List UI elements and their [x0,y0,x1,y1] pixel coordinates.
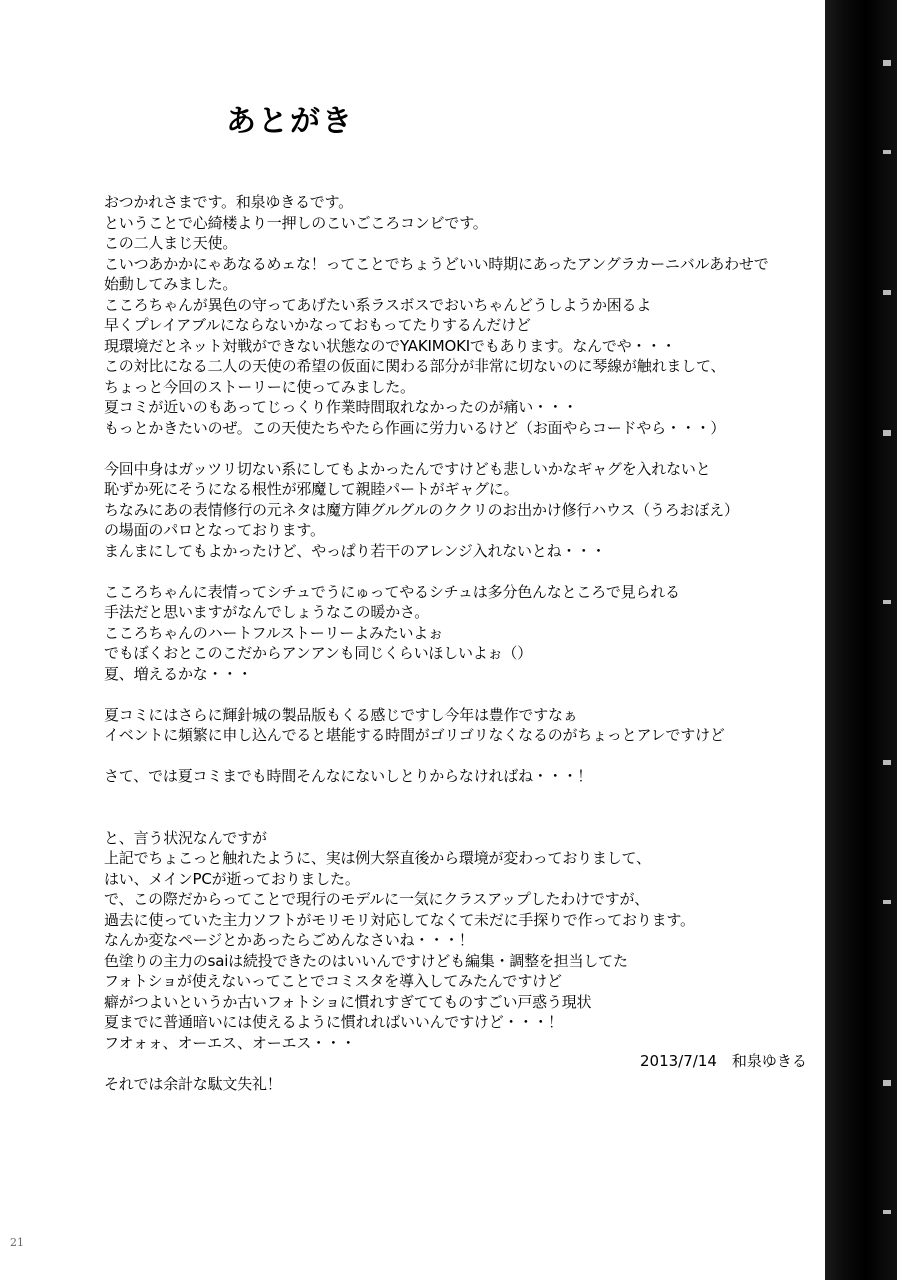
text-line: 夏コミにはさらに輝針城の製品版もくる感じですし今年は豊作ですなぁ [104,705,578,724]
text-line: ということで心綺楼より一押しのこいごころコンビです。 [104,213,488,232]
paragraph-gap [104,807,819,828]
text-line: 夏、増えるかな・・・ [104,664,253,683]
paragraph-gap [104,561,819,582]
paragraph-gap [104,746,819,767]
text-line: 今回中身はガッツリ切ない系にしてもよかったんですけども悲しいかなギャグを入れないと [104,459,711,478]
text-line: 早くプレイアブルにならないかなっておもってたりするんだけど [104,316,531,334]
page-edge-scan-strip [825,0,897,1280]
text-line: もっとかきたいのぜ。この天使たちやたら作画に労力いるけど（お面やらコードやら・・・） [104,418,726,437]
text-line: なんか変なページとかあったらごめんなさいね・・・！ [104,931,474,949]
text-line: ちなみにあの表情修行の元ネタは魔方陣グルグルのククリのお出かけ修行ハウス（うろおぼえ） [104,500,739,519]
text-line: この二人まじ天使。 [104,234,238,252]
text-line: 現環境だとネット対戦ができない状態なのでYAKIMOKIでもあります。なんでや・・・ [104,336,676,355]
afterword-body [104,192,819,1094]
text-line: と、言う状況なんですが [104,828,267,847]
text-line: 過去に使っていた主力ソフトがモリモリ対応してなくて未だに手探りで作っております。 [104,910,695,929]
text-line: 手法だと思いますがなんでしょうなこの暖かさ。 [104,603,430,621]
text-line: 恥ずか死にそうになる根性が邪魔して親睦パートがギャグに。 [104,480,519,498]
text-line: おつかれさまです。和泉ゆきるです。 [104,193,353,211]
text-line: こころちゃんのハートフルストーリーよみたいよぉ [104,623,443,642]
text-line: ちょっと今回のストーリーに使ってみました。 [104,377,415,396]
page-number: 21 [10,1236,24,1249]
text-line: 夏までに普通暗いには使えるように慣れればいいんですけど・・・！ [104,1013,563,1031]
text-line: で、この際だからってことで現行のモデルに一気にクラスアップしたわけですが、 [104,890,650,908]
text-line: さて、では夏コミまでも時間そんなにないしとりからなければね・・・！ [104,767,593,785]
text-line: 上記でちょこっと触れたように、実は例大祭直後から環境が変わっておりまして、 [104,849,651,867]
signature-date-author: 2013/7/14 和泉ゆきる [640,1052,807,1070]
paragraph-gap [104,787,819,808]
text-line: それでは余計な駄文失礼！ [104,1074,282,1093]
text-line: こいつあかかにゃあなるめェな！ってことでちょうどいい時期にあったアングラカーニバルあわせで [104,254,769,273]
paragraph-gap [104,438,819,459]
text-line: の場面のパロとなっております。 [104,521,325,539]
text-line: 夏コミが近いのもあってじっくり作業時間取れなかったのが痛い・・・ [104,398,578,416]
text-line: まんまにしてもよかったけど、やっぱり若干のアレンジ入れないとね・・・ [104,541,606,560]
text-line: フォトショが使えないってことでコミスタを導入してみたんですけど [104,972,562,990]
text-line: この対比になる二人の天使の希望の仮面に関わる部分が非常に切ないのに琴線が触れまして、 [104,357,726,375]
text-line: フオォォ、オーエス、オーエス・・・ [104,1033,356,1052]
text-line: はい、メインPCが逝っておりました。 [104,869,360,888]
text-line: 色塗りの主力のsaiは続投できたのはいいんですけども編集・調整を担当してた [104,951,628,970]
text-line: こころちゃんに表情ってシチュでうにゅってやるシチュは多分色んなところで見られる [104,582,680,601]
text-line: こころちゃんが異色の守ってあげたい系ラスボスでおいちゃんどうしようか困るよ [104,295,652,314]
paragraph-gap [104,684,819,705]
text-line: 始動してみました。 [104,275,238,293]
text-line: でもぼくおとこのこだからアンアンも同じくらいほしいよぉ（） [104,644,533,662]
text-line: イベントに頻繁に申し込んでると堪能する時間がゴリゴリなくなるのがちょっとアレですけど [104,726,725,744]
page-title: あとがき [226,104,354,139]
text-line: 癖がつよいというか古いフォトショに慣れすぎててものすごい戸惑う現状 [104,992,592,1011]
